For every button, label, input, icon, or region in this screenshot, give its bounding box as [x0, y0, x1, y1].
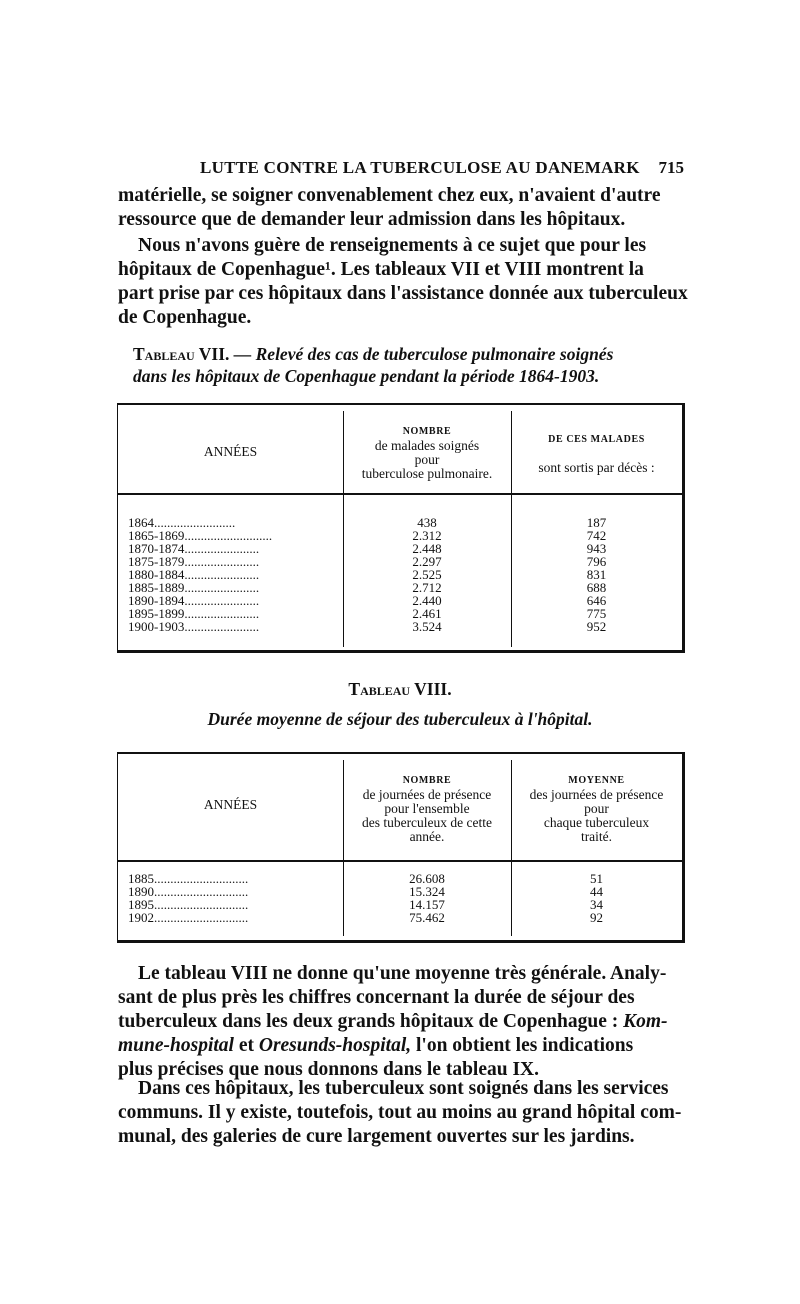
text-line: mune-hospital et Oresunds-hospital, l'on obtient les indications	[118, 1035, 634, 1056]
table7-caption	[133, 343, 688, 387]
table-cell: 187	[586, 515, 607, 530]
table-cell: 646	[586, 593, 607, 608]
table7-caption-line1: — Relevé des cas de tuberculose pulmonaire soignés	[229, 344, 614, 364]
table-row: 1870-1874.......................	[128, 541, 260, 556]
table-cell: 831	[586, 567, 607, 582]
table-cell: 2.440	[412, 593, 442, 608]
header-rule	[118, 493, 682, 495]
table-cell: 15.324	[409, 884, 445, 899]
table7-label: Tableau VII.	[133, 344, 230, 364]
table-cell: 2.297	[412, 554, 442, 569]
header-rule	[118, 860, 682, 862]
text-line: Dans ces hôpitaux, les tuberculeux sont soignés dans les services	[138, 1078, 669, 1099]
table-cell: 34	[590, 897, 603, 912]
table-cell: 14.157	[409, 897, 445, 912]
text-line: sant de plus près les chiffres concernant la durée de séjour des	[118, 987, 635, 1008]
table7-col2-header: NOMBRE de malades soignés pour tuberculose pulmonaire.	[361, 426, 493, 481]
paragraph-4	[118, 1077, 684, 1149]
table8-subtitle: Durée moyenne de séjour des tuberculeux à l'hôpital.	[207, 709, 593, 729]
table-cell: 438	[417, 515, 437, 530]
text-line: plus précises que nous donnons dans le tableau IX.	[118, 1059, 540, 1080]
text-line: hôpitaux de Copenhague¹. Les tableaux VII et VIII montrent la	[118, 259, 644, 280]
table-row: 1875-1879.......................	[128, 554, 260, 569]
table-cell: 796	[586, 554, 607, 569]
table7-col1-header: ANNÉES	[203, 444, 258, 459]
table-cell: 952	[586, 619, 607, 634]
table-row: 1865-1869...........................	[128, 528, 273, 543]
text-line: Nous n'avons guère de renseignements à ce sujet que pour les	[138, 235, 647, 256]
table-cell: 943	[586, 541, 607, 556]
paragraph-3	[118, 962, 684, 1082]
text-line: ressource que de demander leur admission dans les hôpitaux.	[118, 209, 626, 230]
table-row: 1885-1889.......................	[128, 580, 260, 595]
text-line: matérielle, se soigner convenablement chez eux, n'avaient d'autre	[118, 185, 661, 206]
table8-col2-header: NOMBRE de journées de présence pour l'ensemble des tuberculeux de cette année.	[361, 775, 493, 844]
paragraph-2	[118, 234, 688, 330]
text-line: tuberculeux dans les deux grands hôpitaux de Copenhague : Kom-	[118, 1011, 668, 1032]
table-cell: 775	[586, 606, 607, 621]
table-row: 1880-1884.......................	[128, 567, 260, 582]
table-cell: 75.462	[409, 910, 445, 925]
table-cell: 2.448	[412, 541, 442, 556]
table-cell: 2.525	[412, 567, 442, 582]
table-row: 1890-1894.......................	[128, 593, 260, 608]
table8	[117, 752, 685, 943]
table7	[117, 403, 685, 653]
table-cell: 3.524	[412, 619, 442, 634]
page-number: 715	[658, 158, 684, 177]
table-row: 1902.............................	[128, 910, 249, 925]
text-line: de Copenhague.	[118, 307, 252, 328]
table-row: 1864.........................	[128, 515, 236, 530]
table8-col3-header: MOYENNE des journées de présence pour chaque tuberculeux traité.	[529, 775, 664, 844]
running-header	[118, 158, 684, 182]
table-cell: 2.312	[412, 528, 442, 543]
table-cell: 92	[590, 910, 603, 925]
text-line: Le tableau VIII ne donne qu'une moyenne très générale. Analy-	[138, 963, 667, 984]
table-cell: 26.608	[409, 871, 445, 886]
table7-col3-header: DE CES MALADES sont sortis par décès :	[538, 434, 655, 475]
table-cell: 44	[590, 884, 603, 899]
table-row: 1895.............................	[128, 897, 249, 912]
table-cell: 688	[586, 580, 607, 595]
table-cell: 2.712	[412, 580, 442, 595]
table-cell: 2.461	[412, 606, 442, 621]
table-row: 1895-1899.......................	[128, 606, 260, 621]
text-line: munal, des galeries de cure largement ouvertes sur les jardins.	[118, 1126, 635, 1147]
table8-title: Tableau VIII.	[348, 679, 452, 699]
table-cell: 742	[586, 528, 607, 543]
table-cell: 51	[590, 871, 603, 886]
table8-col1-header: ANNÉES	[203, 797, 258, 812]
text-line: communs. Il y existe, toutefois, tout au moins au grand hôpital com-	[118, 1102, 682, 1123]
text-line: part prise par ces hôpitaux dans l'assistance donnée aux tuberculeux	[118, 283, 688, 304]
table-row: 1890.............................	[128, 884, 249, 899]
running-title: LUTTE CONTRE LA TUBERCULOSE AU DANEMARK	[200, 158, 640, 177]
paragraph-1	[118, 184, 684, 232]
table7-caption-line2: dans les hôpitaux de Copenhague pendant la période 1864-1903.	[133, 366, 600, 386]
table-row: 1900-1903.......................	[128, 619, 260, 634]
table-row: 1885.............................	[128, 871, 249, 886]
